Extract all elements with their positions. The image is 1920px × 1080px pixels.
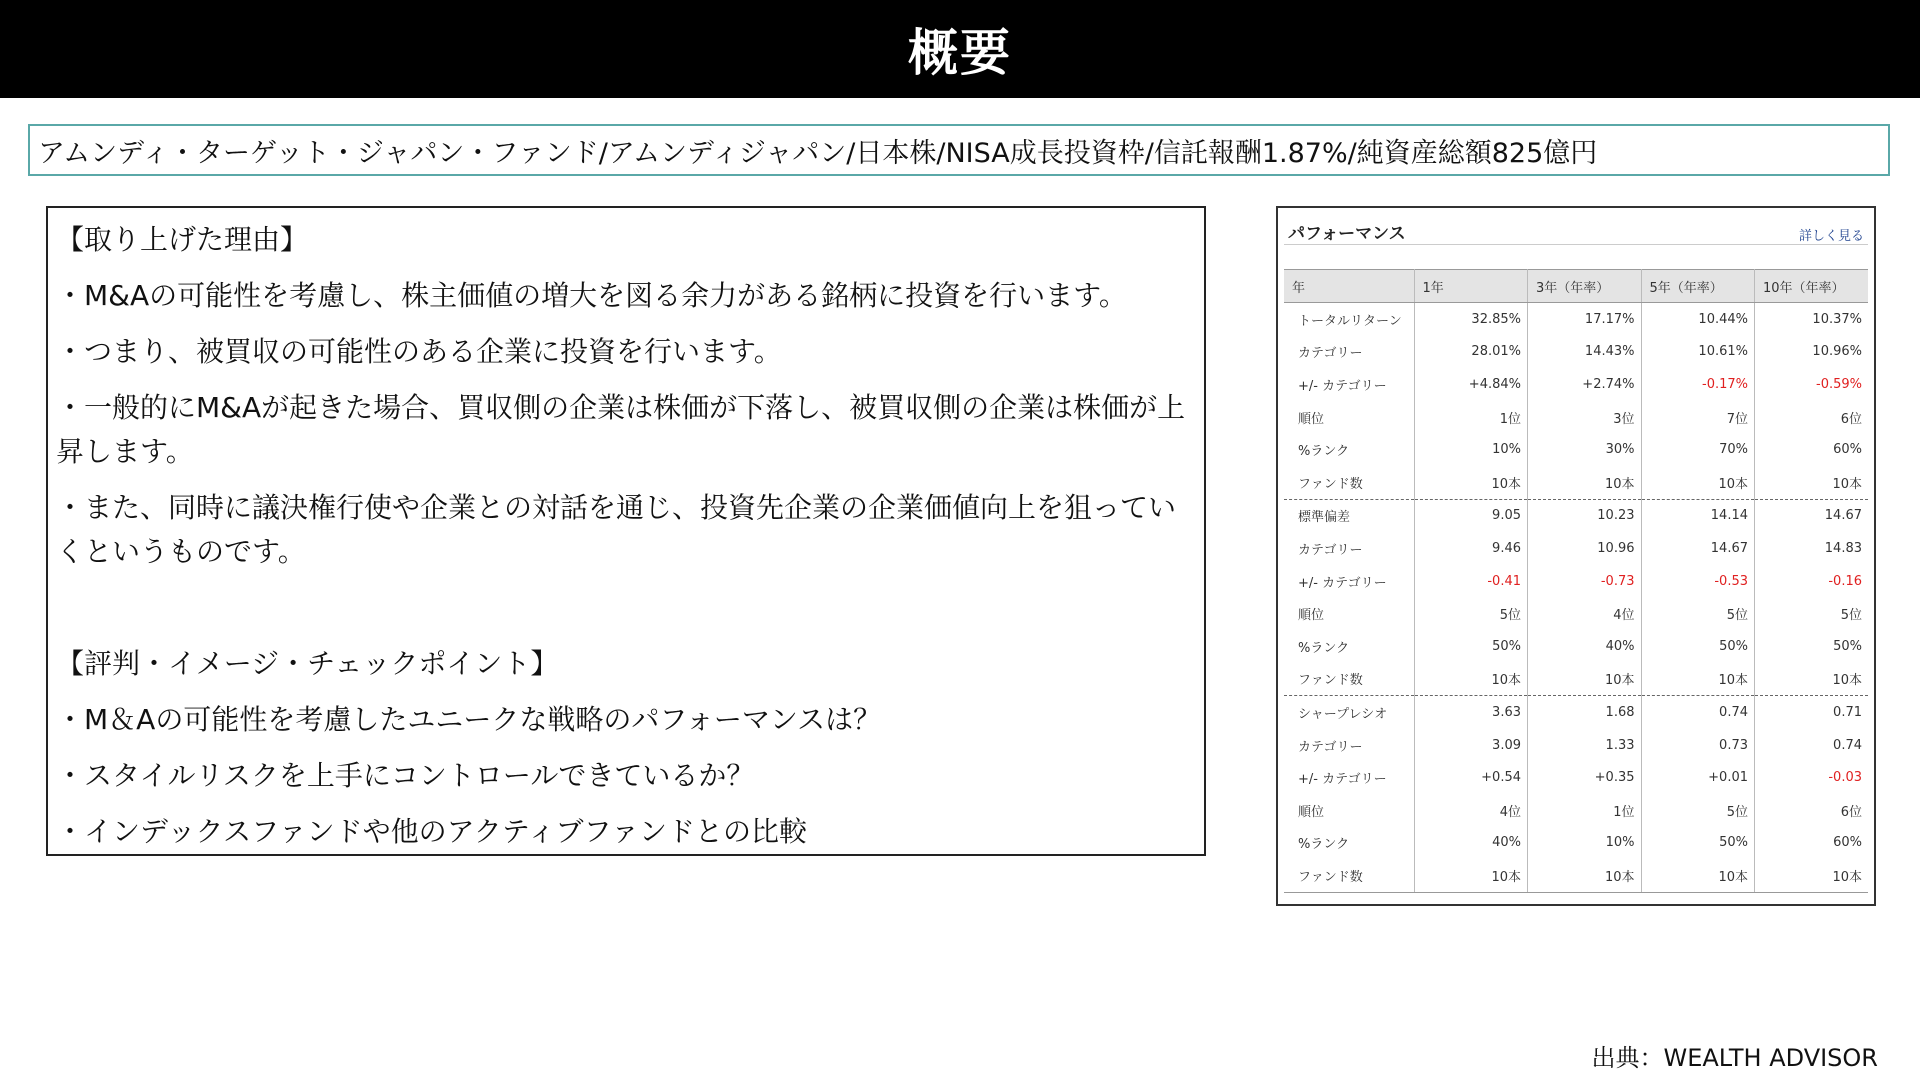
row-label: カテゴリー [1284,729,1414,762]
checkpoint-item: ・インデックスファンドや他のアクティブファンドとの比較 [56,815,807,848]
row-label: カテゴリー [1284,336,1414,369]
table-cell: 3位 [1528,401,1642,434]
table-cell: -0.17% [1641,368,1755,401]
table-cell: 10.37% [1812,311,1862,327]
table-cell: 10本 [1641,466,1755,499]
table-cell: 50% [1414,630,1528,663]
table-cell: 10本 [1641,663,1755,696]
table-cell: 1位 [1528,794,1642,827]
table-cell: 50% [1641,630,1755,663]
table-cell: 60% [1833,442,1862,458]
table-cell: 6位 [1840,804,1862,820]
table-cell: -0.03 [1828,770,1862,786]
table-row [1284,433,1868,466]
reasons-heading: 【取り上げた理由】 [56,223,309,256]
table-row [1284,761,1868,794]
table-cell: 10本 [1414,859,1528,892]
table-cell: 1.68 [1528,696,1642,729]
table-cell: 3.09 [1414,729,1528,762]
table-cell: 5位 [1414,597,1528,630]
table-cell: 50% [1641,827,1755,860]
table-cell: 4位 [1528,597,1642,630]
table-row [1284,336,1868,369]
table-cell: -0.59% [1816,376,1862,392]
source-credit: 出典：WEALTH ADVISOR [1591,1044,1878,1072]
table-cell: 28.01% [1414,336,1528,369]
table-row [1284,794,1868,827]
row-label: +/- カテゴリー [1284,565,1414,598]
table-cell: 3.63 [1414,696,1528,729]
table-row [1284,368,1868,401]
table-cell: 14.43% [1528,336,1642,369]
table-cell: 40% [1528,630,1642,663]
table-row [1284,630,1868,663]
table-cell: 10本 [1755,859,1869,892]
table-cell: 10.96 [1528,532,1642,565]
table-cell: 0.71 [1755,696,1869,729]
table-cell: -0.16 [1828,573,1862,589]
table-row [1284,565,1868,598]
table-cell: 10本 [1528,859,1642,892]
column-header: 5年（年率） [1641,270,1755,303]
column-header: 3年（年率） [1528,270,1642,303]
table-cell: 10本 [1832,476,1862,492]
table-row [1284,597,1868,630]
row-label: トータルリターン [1284,303,1414,336]
table-cell: 10本 [1414,663,1528,696]
spacer [56,586,1198,642]
row-label: 順位 [1284,794,1414,827]
row-label: %ランク [1284,433,1414,466]
table-cell: 14.67 [1755,499,1869,532]
table-row [1284,663,1868,696]
table-cell: 10.23 [1528,499,1642,532]
row-label: %ランク [1284,630,1414,663]
table-cell: +4.84% [1414,368,1528,401]
table-row [1284,466,1868,499]
performance-header [1284,216,1868,245]
table-row [1284,303,1868,336]
table-row [1284,401,1868,434]
table-cell: 5位 [1641,597,1755,630]
table-row [1284,696,1868,729]
table-row [1284,729,1868,762]
column-header: 年 [1284,270,1414,303]
performance-title: パフォーマンス [1288,224,1406,244]
reason-item: ・また、同時に議決権行使や企業との対話を通じ、投資先企業の企業価値向上を狙っていくというものです。 [56,491,1177,568]
row-label: %ランク [1284,827,1414,860]
table-cell: 9.46 [1414,532,1528,565]
table-cell: +0.01 [1641,761,1755,794]
table-cell: 30% [1528,433,1642,466]
table-cell: 7位 [1641,401,1755,434]
checkpoint-item: ・スタイルリスクを上手にコントロールできているか？ [56,759,755,792]
table-header-row [1284,270,1868,303]
table-row [1284,532,1868,565]
table-cell: 6位 [1840,411,1862,427]
table-cell: 10本 [1641,859,1755,892]
table-cell: 14.67 [1641,532,1755,565]
table-cell: -0.73 [1528,565,1642,598]
performance-panel [1276,206,1876,906]
row-label: カテゴリー [1284,532,1414,565]
table-cell: -0.41 [1414,565,1528,598]
table-row [1284,827,1868,860]
reason-item: ・一般的にM&Aが起きた場合、買収側の企業は株価が下落し、被買収側の企業は株価が上昇します。 [56,391,1186,468]
checkpoint-item: ・M＆Aの可能性を考慮したユニークな戦略のパフォーマンスは？ [56,703,882,736]
table-cell: +2.74% [1528,368,1642,401]
table-cell: 10本 [1832,673,1862,689]
table-row [1284,499,1868,532]
table-cell: 14.14 [1641,499,1755,532]
table-cell: 4位 [1414,794,1528,827]
table-cell: 0.74 [1833,737,1862,753]
table-cell: 10.96% [1812,344,1862,360]
row-label: +/- カテゴリー [1284,761,1414,794]
table-cell: 40% [1414,827,1528,860]
checkpoints-heading: 【評判・イメージ・チェックポイント】 [56,647,559,680]
slide-header [0,0,1920,98]
table-cell: 10本 [1414,466,1528,499]
table-cell: 1.33 [1528,729,1642,762]
column-header: 1年 [1414,270,1528,303]
details-link[interactable]: 詳しく見る [1798,229,1864,244]
performance-table [1284,269,1868,893]
performance-table-body [1284,303,1868,893]
table-cell: 10% [1528,827,1642,860]
table-cell: 17.17% [1528,303,1642,336]
table-cell: 10.44% [1641,303,1755,336]
fund-summary: アムンディ・ターゲット・ジャパン・ファンド/アムンディジャパン/日本株/NISA成長投資枠/信託報酬1.87%/純資産総額825億円 [28,124,1890,176]
reason-item: ・つまり、被買収の可能性のある企業に投資を行います。 [56,335,782,368]
table-cell: 60% [1833,835,1862,851]
reason-item: ・M&Aの可能性を考慮し、株主価値の増大を図る余力がある銘柄に投資を行います。 [56,279,1127,312]
row-label: ファンド数 [1284,859,1414,892]
table-cell: 10本 [1528,466,1642,499]
table-cell: 50% [1833,638,1862,654]
row-label: 標準偏差 [1284,499,1414,532]
column-header: 10年（年率） [1755,270,1869,303]
table-cell: 5位 [1641,794,1755,827]
table-cell: 9.05 [1414,499,1528,532]
row-label: +/- カテゴリー [1284,368,1414,401]
table-cell: 10本 [1528,663,1642,696]
table-cell: -0.53 [1641,565,1755,598]
table-cell: 70% [1641,433,1755,466]
row-label: ファンド数 [1284,466,1414,499]
slide-title: 概要 [908,24,1012,82]
table-cell: 0.73 [1641,729,1755,762]
table-cell: 1位 [1414,401,1528,434]
table-cell: 10% [1414,433,1528,466]
row-label: ファンド数 [1284,663,1414,696]
table-cell: +0.35 [1528,761,1642,794]
table-cell: 10.61% [1641,336,1755,369]
row-label: 順位 [1284,401,1414,434]
table-cell: +0.54 [1414,761,1528,794]
row-label: 順位 [1284,597,1414,630]
row-label: シャープレシオ [1284,696,1414,729]
table-row [1284,859,1868,892]
table-cell: 0.74 [1641,696,1755,729]
table-cell: 5位 [1840,608,1862,624]
table-cell: 32.85% [1414,303,1528,336]
table-cell: 14.83 [1824,540,1862,556]
reasons-box [46,206,1206,856]
